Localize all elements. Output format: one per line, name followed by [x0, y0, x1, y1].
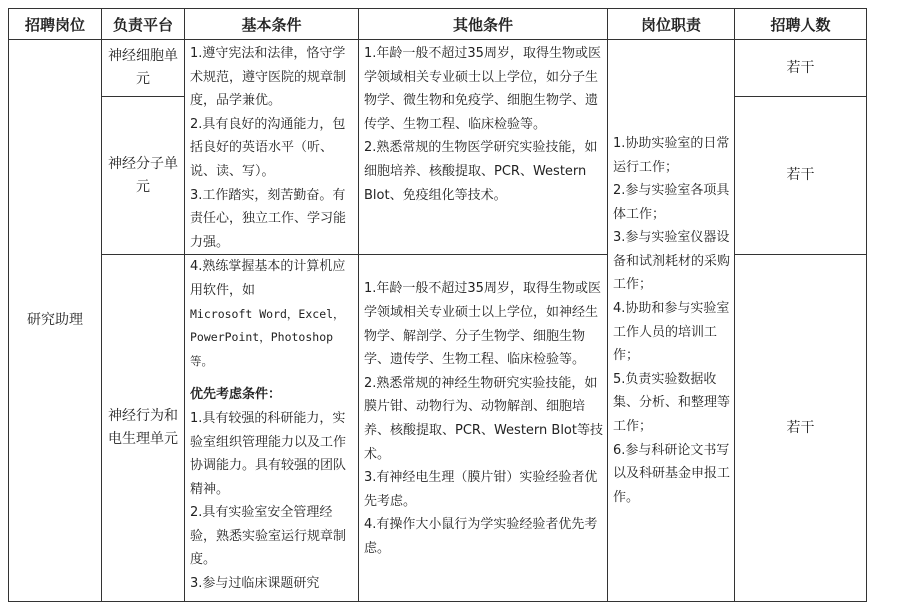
header-duties: 岗位职责: [608, 9, 735, 40]
basic-item: 2.具有良好的沟通能力，包括良好的英语水平（听、说、读、写）。: [190, 116, 346, 179]
header-other-requirements: 其他条件: [359, 9, 608, 40]
basic-requirements-cell: [185, 40, 359, 255]
basic-item: 3.工作踏实，刻苦勤奋。有责任心，独立工作、学习能力强。: [190, 187, 347, 250]
header-row: [9, 9, 867, 40]
other-item: 1.年龄一般不超过35周岁，取得生物或医学领域相关专业硕士以上学位，如神经生物学、解剖学、分子生物学、细胞生物学、遗传学、生物工程、临床检验等。: [364, 281, 601, 368]
headcount-cell: 若干: [735, 97, 867, 255]
basic-requirements-cell: [185, 255, 359, 602]
recruitment-table: [8, 8, 867, 602]
header-platform: 负责平台: [102, 9, 185, 40]
header-basic-requirements: 基本条件: [185, 9, 359, 40]
duty-item: 4.协助和参与实验室工作人员的培训工作；: [613, 301, 730, 364]
duty-item: 5.负责实验数据收集、分析、和整理等工作；: [613, 371, 731, 435]
other-item: 4.有操作大小鼠行为学实验经验者优先考虑。: [364, 517, 598, 556]
basic-item: 4.熟练掌握基本的计算机应用软件，如: [190, 259, 346, 298]
other-item: 2.熟悉常规的神经生物研究实验技能，如膜片钳、动物行为、动物解剖、细胞培养、核酸提取、PCR、Western Blot等技术。: [364, 375, 603, 462]
headcount-cell: 若干: [735, 40, 867, 97]
position-cell: 研究助理: [9, 40, 102, 602]
duties-cell: [608, 40, 735, 602]
duty-item: 3.参与实验室仪器设备和试剂耗材的采购工作；: [613, 230, 731, 293]
unit-cell: 神经行为和电生理单元: [102, 255, 185, 602]
priority-item: 2.具有实验室安全管理经验，熟悉实验室运行规章制度。: [190, 505, 347, 568]
other-requirements-cell: [359, 255, 608, 602]
other-item: 2.熟悉常规的生物医学研究实验技能，如细胞培养、核酸提取、PCR、Western Blot、免疫组化等技术。: [364, 140, 598, 203]
unit-cell: 神经分子单元: [102, 97, 185, 255]
header-headcount: 招聘人数: [735, 9, 867, 40]
headcount-cell: 若干: [735, 255, 867, 602]
other-item: 1.年龄一般不超过35周岁，取得生物或医学领域相关专业硕士以上学位，如分子生物学、微生物和免疫学、细胞生物学、遗传学、生物工程、临床检验等。: [364, 46, 601, 132]
basic-item: 1.遵守宪法和法律，恪守学术规范，遵守医院的规章制度，品学兼优。: [190, 46, 347, 109]
duty-item: 6.参与科研论文书写以及科研基金申报工作。: [613, 442, 731, 505]
other-requirements-cell: [359, 40, 608, 255]
header-position: 招聘岗位: [9, 9, 102, 40]
table-row: [9, 40, 867, 97]
priority-item: 3.参与过临床课题研究: [190, 576, 320, 592]
basic-item: Microsoft Word，Excel，PowerPoint，Photoshop等。: [190, 306, 345, 368]
duty-item: 2.参与实验室各项具体工作；: [613, 183, 730, 222]
priority-item: 1.具有较强的科研能力，实验室组织管理能力以及工作协调能力。具有较强的团队精神。: [190, 410, 347, 497]
other-item: 3.有神经电生理（膜片钳）实验经验者优先考虑。: [364, 470, 598, 509]
duty-item: 1.协助实验室的日常运行工作；: [613, 135, 730, 175]
table-row: [9, 255, 867, 602]
priority-title: 优先考虑条件：: [190, 387, 282, 403]
unit-cell: 神经细胞单元: [102, 40, 185, 97]
